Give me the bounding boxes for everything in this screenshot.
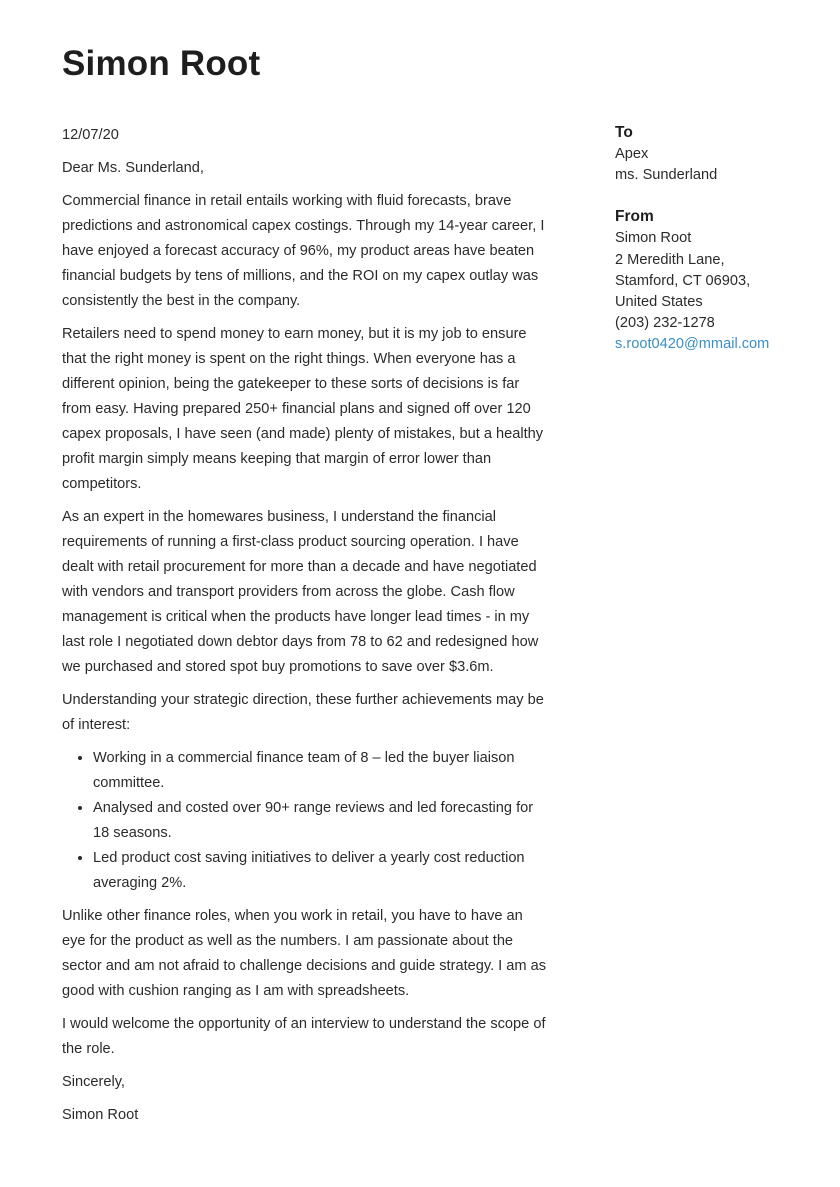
sender-address-line2: Stamford, CT 06903, — [615, 272, 751, 289]
to-heading: To — [615, 124, 633, 141]
sender-country: United States — [615, 294, 703, 311]
paragraph: Retailers need to spend money to earn money, but it is my job to ensure that the right money is spent on the right things. When everyone has a different opinion, being the gatekeeper to these sorts of decisions is far from easy. Having prepared 250+ financial plans and signed off over 120 capex proposals, I have seen (and made) plenty of mistakes, but a healthy profit margin simply means keeping that margin of error lower than competitors. — [62, 326, 544, 492]
contact-sidebar — [615, 122, 815, 376]
list-item: • Working in a commercial finance team of 8 – led the buyer liaison committee. — [93, 746, 547, 796]
sender-block — [615, 206, 815, 355]
recipient-name: ms. Sunderland — [615, 167, 718, 184]
signature: Simon Root — [62, 1107, 139, 1123]
recipient-company: Apex — [615, 146, 649, 162]
paragraph: I would welcome the opportunity of an interview to understand the scope of the role. — [62, 1016, 546, 1057]
salutation: Dear Ms. Sunderland, — [62, 160, 204, 176]
letter-body — [62, 123, 547, 1136]
sender-address-line1: 2 Meredith Lane, — [615, 251, 725, 268]
sender-name: Simon Root — [615, 230, 692, 247]
applicant-name: Simon Root — [62, 44, 261, 83]
from-heading: From — [615, 208, 654, 226]
recipient-block — [615, 122, 815, 186]
achievement-list — [62, 746, 547, 896]
paragraph: As an expert in the homewares business, I understand the financial requirements of running a first-class product sourcing operation. I have dealt with retail procurement for more than a decade and have negotiated with vendors and transport providers from across the globe. Cash flow management is critical when the products have longer lead times - in my last role I negotiated down debtor days from 78 to 62 and redesigned how we purchased and stored spot buy promotions to save over $3.6m. — [62, 509, 539, 675]
paragraph: Understanding your strategic direction, these further achievements may be of interest: — [62, 692, 544, 733]
paragraph: Unlike other finance roles, when you work in retail, you have to have an eye for the product as well as the numbers. I am passionate about the sector and am not afraid to challenge decisions and guide strategy. I am as good with cushion ranging as I am with spreadsheets. — [62, 908, 547, 999]
signoff: Sincerely, — [62, 1074, 125, 1090]
letter-date: 12/07/20 — [62, 127, 119, 143]
list-item: • Led product cost saving initiatives to deliver a yearly cost reduction averaging 2%. — [93, 846, 547, 896]
paragraph: Commercial finance in retail entails working with fluid forecasts, brave predictions and astronomical capex costings. Through my 14-year career, I have enjoyed a forecast accuracy of 96%, my product areas have beaten financial budgets by tens of millions, and the ROI on my capex outlay was consistently the best in the company. — [62, 193, 545, 309]
sender-phone: (203) 232-1278 — [615, 315, 715, 332]
sender-email-link[interactable]: s.root0420@mmail.com — [615, 336, 770, 353]
list-item: • Analysed and costed over 90+ range reviews and led forecasting for 18 seasons. — [93, 796, 547, 846]
